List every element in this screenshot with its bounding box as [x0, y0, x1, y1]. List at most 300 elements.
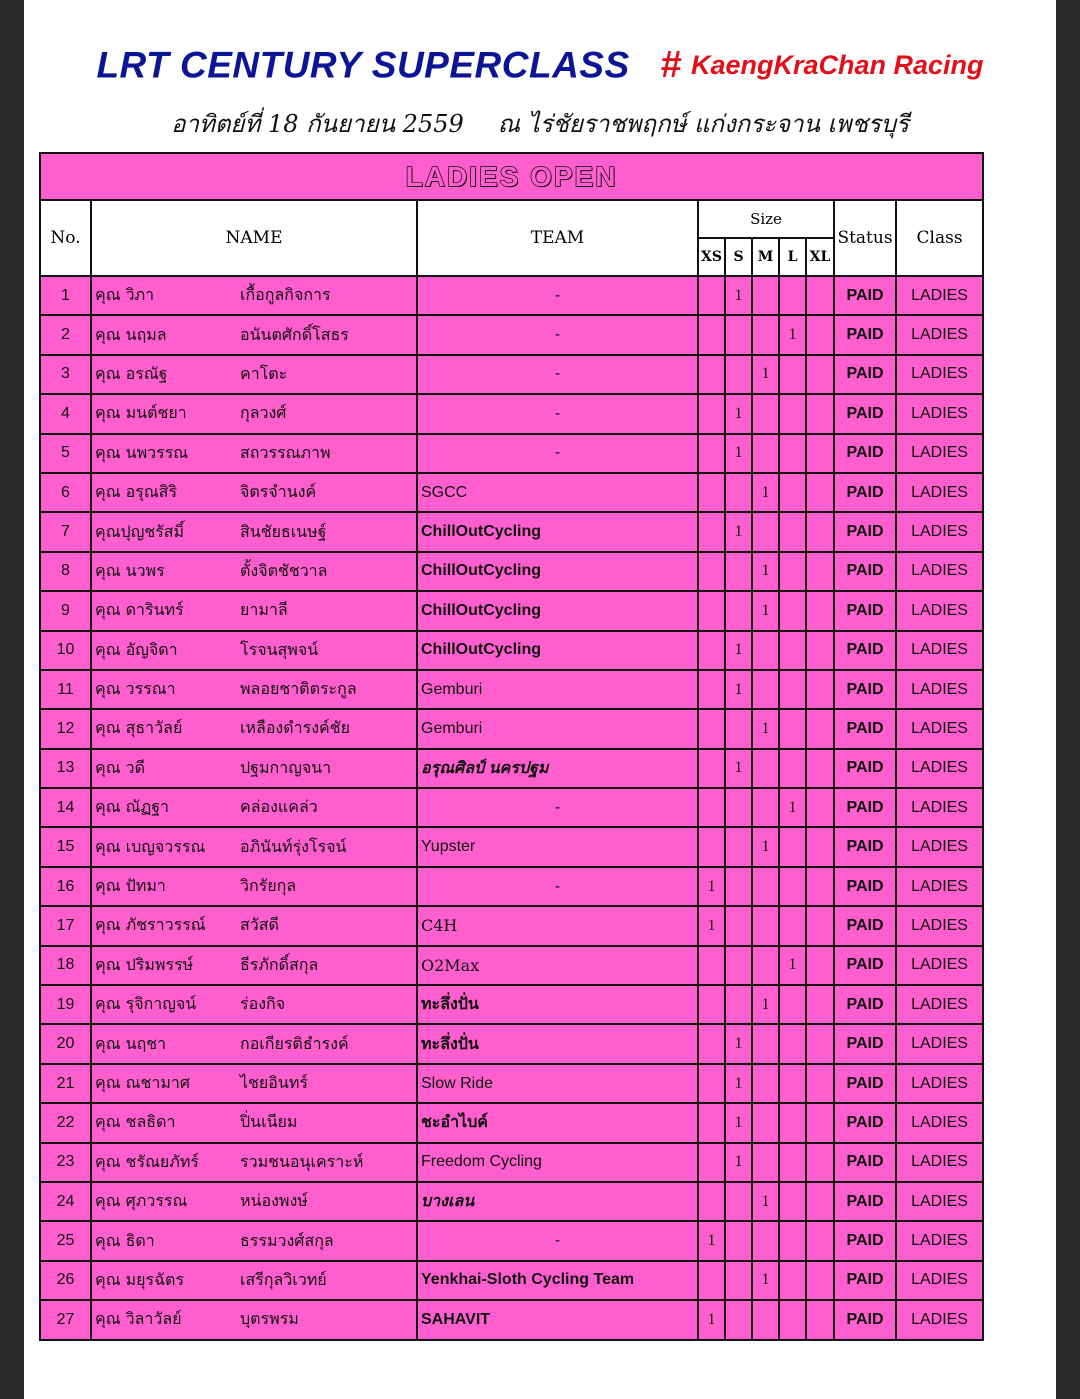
size-l-cell	[779, 1064, 806, 1103]
payment-status: PAID	[834, 906, 896, 945]
rider-first-name: คุณ วิภา	[95, 285, 155, 305]
size-m-cell: 1	[752, 709, 779, 748]
table-row	[40, 434, 983, 473]
size-m-cell: 1	[752, 355, 779, 394]
rider-name	[91, 946, 417, 985]
size-xs-cell: 1	[698, 1221, 725, 1260]
race-class: LADIES	[896, 473, 983, 512]
rider-name	[91, 1024, 417, 1063]
rider-team: ChillOutCycling	[417, 552, 698, 591]
rider-team: อรุณศิลป์ นครปฐม	[417, 749, 698, 788]
row-number: 14	[40, 788, 91, 827]
size-m-cell	[752, 670, 779, 709]
table-row	[40, 867, 983, 906]
size-l-cell	[779, 1221, 806, 1260]
rider-first-name: คุณ ปัทมา	[95, 876, 166, 896]
rider-team: Gemburi	[417, 670, 698, 709]
size-xl-cell	[806, 749, 834, 788]
size-m-cell	[752, 1143, 779, 1182]
payment-status: PAID	[834, 1103, 896, 1142]
size-m-cell: 1	[752, 473, 779, 512]
size-xs-cell	[698, 749, 725, 788]
header-size-xs: XS	[698, 238, 725, 276]
size-xl-cell	[806, 1221, 834, 1260]
size-xl-cell	[806, 1182, 834, 1221]
row-number: 6	[40, 473, 91, 512]
size-xs-cell	[698, 1143, 725, 1182]
rider-team: Freedom Cycling	[417, 1143, 698, 1182]
size-xs-cell: 1	[698, 906, 725, 945]
rider-team: ทะลึ่งปั่น	[417, 985, 698, 1024]
table-row	[40, 827, 983, 866]
row-number: 16	[40, 867, 91, 906]
size-s-cell	[725, 867, 752, 906]
event-name: LRT CENTURY SUPERCLASS	[96, 44, 630, 86]
rider-name	[91, 394, 417, 433]
size-l-cell	[779, 827, 806, 866]
rider-team: O2Max	[417, 946, 698, 985]
size-xl-cell	[806, 946, 834, 985]
table-row	[40, 670, 983, 709]
size-xs-cell: 1	[698, 1300, 725, 1339]
race-class: LADIES	[896, 631, 983, 670]
size-xl-cell	[806, 1024, 834, 1063]
rider-name	[91, 985, 417, 1024]
size-m-cell: 1	[752, 985, 779, 1024]
row-number: 22	[40, 1103, 91, 1142]
row-number: 4	[40, 394, 91, 433]
row-number: 24	[40, 1182, 91, 1221]
race-class: LADIES	[896, 355, 983, 394]
size-l-cell	[779, 631, 806, 670]
rider-first-name: คุณ ชรัณยภัทร์	[95, 1151, 199, 1171]
rider-last-name: เหลืองดำรงค์ชัย	[240, 718, 350, 738]
race-class: LADIES	[896, 1024, 983, 1063]
row-number: 11	[40, 670, 91, 709]
race-class: LADIES	[896, 1064, 983, 1103]
row-number: 25	[40, 1221, 91, 1260]
size-l-cell	[779, 1024, 806, 1063]
size-l-cell	[779, 1261, 806, 1300]
size-xl-cell	[806, 355, 834, 394]
race-class: LADIES	[896, 867, 983, 906]
rider-team: -	[417, 394, 698, 433]
size-xs-cell	[698, 434, 725, 473]
header-class: Class	[896, 200, 983, 276]
header-team: TEAM	[417, 200, 698, 276]
race-class: LADIES	[896, 788, 983, 827]
race-class: LADIES	[896, 1103, 983, 1142]
rider-last-name: ธีรภักดิ์สกุล	[240, 954, 319, 974]
size-xs-cell	[698, 1182, 725, 1221]
size-l-cell	[779, 552, 806, 591]
rider-name	[91, 906, 417, 945]
rider-name	[91, 552, 417, 591]
rider-team: SGCC	[417, 473, 698, 512]
size-l-cell	[779, 709, 806, 748]
size-l-cell	[779, 473, 806, 512]
table-row	[40, 1221, 983, 1260]
table-row	[40, 1024, 983, 1063]
payment-status: PAID	[834, 315, 896, 354]
rider-first-name: คุณ อรุณสิริ	[95, 482, 178, 502]
payment-status: PAID	[834, 827, 896, 866]
rider-team: ChillOutCycling	[417, 591, 698, 630]
size-xs-cell	[698, 827, 725, 866]
rider-first-name: คุณ วิลาวัลย์	[95, 1309, 182, 1329]
rider-last-name: สถวรรณภาพ	[240, 442, 331, 462]
table-row	[40, 1261, 983, 1300]
size-s-cell	[725, 355, 752, 394]
rider-last-name: สินชัยธเนษฐ์	[240, 521, 327, 541]
payment-status: PAID	[834, 946, 896, 985]
size-xl-cell	[806, 1103, 834, 1142]
table-body	[40, 276, 983, 1340]
size-s-cell	[725, 985, 752, 1024]
race-class: LADIES	[896, 434, 983, 473]
table-row	[40, 906, 983, 945]
rider-first-name: คุณปุญชรัสมิ์	[95, 521, 185, 541]
size-m-cell: 1	[752, 827, 779, 866]
rider-first-name: คุณ อัญจิดา	[95, 639, 178, 659]
size-s-cell: 1	[725, 749, 752, 788]
size-xs-cell	[698, 946, 725, 985]
rider-last-name: สวัสดี	[240, 915, 279, 935]
payment-status: PAID	[834, 1024, 896, 1063]
header-name: NAME	[91, 200, 417, 276]
rider-first-name: คุณ นฤชา	[95, 1033, 167, 1053]
rider-last-name: ธรรมวงศ์สกุล	[240, 1230, 334, 1250]
rider-team: C4H	[417, 906, 698, 945]
rider-first-name: คุณ นฤมล	[95, 324, 167, 344]
row-number: 9	[40, 591, 91, 630]
rider-team: -	[417, 276, 698, 315]
payment-status: PAID	[834, 709, 896, 748]
size-m-cell	[752, 1300, 779, 1339]
rider-first-name: คุณ ธิดา	[95, 1230, 155, 1250]
rider-last-name: พลอยชาติตระกูล	[240, 679, 357, 699]
rider-last-name: อนันตศักดิ์โสธร	[240, 324, 349, 344]
rider-team: บางเลน	[417, 1182, 698, 1221]
size-l-cell	[779, 591, 806, 630]
size-s-cell: 1	[725, 276, 752, 315]
rider-last-name: หน่องพงษ์	[240, 1191, 308, 1211]
size-l-cell	[779, 670, 806, 709]
event-subtitle	[24, 104, 1056, 144]
rider-name	[91, 709, 417, 748]
rider-name	[91, 315, 417, 354]
race-class: LADIES	[896, 552, 983, 591]
race-class: LADIES	[896, 1143, 983, 1182]
size-xs-cell	[698, 1103, 725, 1142]
row-number: 7	[40, 512, 91, 551]
size-l-cell	[779, 276, 806, 315]
size-m-cell	[752, 394, 779, 433]
size-s-cell	[725, 1182, 752, 1221]
size-m-cell: 1	[752, 552, 779, 591]
size-m-cell	[752, 315, 779, 354]
rider-first-name: คุณ มนต์ชยา	[95, 403, 187, 423]
size-s-cell: 1	[725, 631, 752, 670]
table-row	[40, 1182, 983, 1221]
payment-status: PAID	[834, 788, 896, 827]
race-class: LADIES	[896, 315, 983, 354]
rider-name	[91, 434, 417, 473]
rider-name	[91, 749, 417, 788]
size-xl-cell	[806, 276, 834, 315]
size-l-cell	[779, 906, 806, 945]
rider-team: Slow Ride	[417, 1064, 698, 1103]
rider-team: Gemburi	[417, 709, 698, 748]
category-banner: LADIES OPEN	[40, 153, 983, 200]
size-xs-cell	[698, 276, 725, 315]
size-xs-cell	[698, 394, 725, 433]
size-l-cell	[779, 355, 806, 394]
payment-status: PAID	[834, 512, 896, 551]
rider-last-name: ปิ่นเนียม	[240, 1112, 298, 1132]
size-xl-cell	[806, 473, 834, 512]
rider-team: -	[417, 1221, 698, 1260]
size-xl-cell	[806, 867, 834, 906]
payment-status: PAID	[834, 1300, 896, 1339]
size-xs-cell	[698, 315, 725, 354]
hashtag-symbol: #	[660, 44, 682, 86]
size-xl-cell	[806, 788, 834, 827]
rider-name	[91, 867, 417, 906]
size-xl-cell	[806, 1143, 834, 1182]
row-number: 12	[40, 709, 91, 748]
rider-last-name: เกื้อกูลกิจการ	[240, 285, 331, 305]
payment-status: PAID	[834, 1221, 896, 1260]
size-s-cell	[725, 709, 752, 748]
rider-name	[91, 670, 417, 709]
table-row	[40, 1300, 983, 1339]
size-s-cell: 1	[725, 1103, 752, 1142]
rider-last-name: ร่องกิจ	[240, 994, 286, 1014]
header-size-xl: XL	[806, 238, 834, 276]
rider-last-name: คล่องแคล่ว	[240, 797, 318, 817]
size-s-cell: 1	[725, 434, 752, 473]
row-number: 10	[40, 631, 91, 670]
payment-status: PAID	[834, 473, 896, 512]
header-size-l: L	[779, 238, 806, 276]
rider-last-name: อภินันท์รุ่งโรจน์	[240, 836, 347, 856]
size-s-cell	[725, 552, 752, 591]
size-l-cell	[779, 394, 806, 433]
rider-last-name: จิตรจำนงค์	[240, 482, 317, 502]
row-number: 15	[40, 827, 91, 866]
table-row	[40, 709, 983, 748]
size-m-cell	[752, 906, 779, 945]
table-row	[40, 355, 983, 394]
table-row	[40, 631, 983, 670]
rider-team: -	[417, 355, 698, 394]
payment-status: PAID	[834, 276, 896, 315]
size-xs-cell	[698, 788, 725, 827]
size-l-cell	[779, 1143, 806, 1182]
size-xl-cell	[806, 1300, 834, 1339]
size-xl-cell	[806, 827, 834, 866]
rider-team: -	[417, 867, 698, 906]
rider-last-name: กุลวงศ์	[240, 403, 287, 423]
size-xs-cell	[698, 512, 725, 551]
rider-last-name: ไชยอินทร์	[240, 1073, 308, 1092]
size-m-cell	[752, 788, 779, 827]
rider-name	[91, 788, 417, 827]
rider-team: ChillOutCycling	[417, 631, 698, 670]
race-class: LADIES	[896, 670, 983, 709]
size-l-cell: 1	[779, 946, 806, 985]
row-number: 8	[40, 552, 91, 591]
race-class: LADIES	[896, 1182, 983, 1221]
size-xs-cell	[698, 985, 725, 1024]
row-number: 19	[40, 985, 91, 1024]
size-l-cell	[779, 1300, 806, 1339]
size-xl-cell	[806, 1261, 834, 1300]
size-s-cell: 1	[725, 1024, 752, 1063]
size-s-cell	[725, 1221, 752, 1260]
payment-status: PAID	[834, 867, 896, 906]
rider-first-name: คุณ ชลธิดา	[95, 1112, 176, 1132]
size-xs-cell	[698, 1024, 725, 1063]
rider-first-name: คุณ มยุรฉัตร	[95, 1269, 185, 1289]
size-s-cell: 1	[725, 512, 752, 551]
rider-team: ChillOutCycling	[417, 512, 698, 551]
race-class: LADIES	[896, 276, 983, 315]
rider-first-name: คุณ เบญจวรรณ	[95, 836, 206, 856]
payment-status: PAID	[834, 985, 896, 1024]
table-row	[40, 276, 983, 315]
size-s-cell	[725, 1261, 752, 1300]
size-xs-cell	[698, 355, 725, 394]
size-xl-cell	[806, 985, 834, 1024]
table-row	[40, 985, 983, 1024]
size-xs-cell	[698, 1261, 725, 1300]
rider-last-name: รวมชนอนุเคราะห์	[240, 1151, 364, 1171]
size-m-cell: 1	[752, 1261, 779, 1300]
size-m-cell	[752, 1064, 779, 1103]
race-class: LADIES	[896, 709, 983, 748]
rider-team: -	[417, 434, 698, 473]
rider-name	[91, 355, 417, 394]
payment-status: PAID	[834, 1143, 896, 1182]
payment-status: PAID	[834, 591, 896, 630]
size-l-cell	[779, 1182, 806, 1221]
table-row	[40, 591, 983, 630]
payment-status: PAID	[834, 1261, 896, 1300]
event-location: ณ ไร่ชัยราชพฤกษ์ แก่งกระจาน เพชรบุรี	[497, 110, 909, 138]
rider-team: Yenkhai-Sloth Cycling Team	[417, 1261, 698, 1300]
rider-name	[91, 276, 417, 315]
row-number: 21	[40, 1064, 91, 1103]
rider-name	[91, 1261, 417, 1300]
size-xl-cell	[806, 906, 834, 945]
size-s-cell	[725, 473, 752, 512]
size-m-cell	[752, 1103, 779, 1142]
rider-name	[91, 1103, 417, 1142]
size-l-cell	[779, 1103, 806, 1142]
rider-name	[91, 1221, 417, 1260]
rider-name	[91, 1182, 417, 1221]
size-m-cell	[752, 946, 779, 985]
size-m-cell	[752, 276, 779, 315]
row-number: 1	[40, 276, 91, 315]
size-l-cell	[779, 749, 806, 788]
size-s-cell: 1	[725, 394, 752, 433]
rider-team: ชะอำไบค์	[417, 1103, 698, 1142]
size-m-cell: 1	[752, 1182, 779, 1221]
header-status: Status	[834, 200, 896, 276]
row-number: 18	[40, 946, 91, 985]
size-xl-cell	[806, 1064, 834, 1103]
row-number: 20	[40, 1024, 91, 1063]
table-row	[40, 749, 983, 788]
event-date: อาทิตย์ที่ 18 กันยายน 2559	[171, 110, 464, 138]
rider-first-name: คุณ นพวรรณ	[95, 442, 189, 462]
rider-name	[91, 1143, 417, 1182]
rider-name	[91, 1064, 417, 1103]
size-l-cell	[779, 512, 806, 551]
rider-first-name: คุณ สุธาวัลย์	[95, 718, 183, 738]
size-m-cell	[752, 631, 779, 670]
race-class: LADIES	[896, 512, 983, 551]
rider-team: ทะลึ่งปั่น	[417, 1024, 698, 1063]
payment-status: PAID	[834, 355, 896, 394]
payment-status: PAID	[834, 749, 896, 788]
rider-name	[91, 473, 417, 512]
size-xs-cell	[698, 591, 725, 630]
size-xs-cell	[698, 1064, 725, 1103]
rider-first-name: คุณ ณชามาศ	[95, 1073, 191, 1092]
size-s-cell	[725, 591, 752, 630]
size-s-cell	[725, 788, 752, 827]
table-row	[40, 552, 983, 591]
size-m-cell	[752, 1221, 779, 1260]
row-number: 17	[40, 906, 91, 945]
rider-last-name: ตั้งจิตชัชวาล	[240, 560, 328, 580]
size-xl-cell	[806, 591, 834, 630]
size-s-cell: 1	[725, 670, 752, 709]
table-row	[40, 512, 983, 551]
row-number: 26	[40, 1261, 91, 1300]
payment-status: PAID	[834, 552, 896, 591]
header-size-s: S	[725, 238, 752, 276]
brand-hashtag: KaengKraChan Racing	[690, 50, 984, 80]
rider-last-name: คาโตะ	[240, 363, 288, 383]
size-xl-cell	[806, 631, 834, 670]
size-xl-cell	[806, 709, 834, 748]
race-class: LADIES	[896, 1221, 983, 1260]
rider-first-name: คุณ รุจิกาญจน์	[95, 994, 197, 1014]
rider-name	[91, 591, 417, 630]
size-m-cell	[752, 434, 779, 473]
race-class: LADIES	[896, 394, 983, 433]
size-xs-cell: 1	[698, 867, 725, 906]
size-m-cell	[752, 867, 779, 906]
payment-status: PAID	[834, 1064, 896, 1103]
header-no: No.	[40, 200, 91, 276]
row-number: 13	[40, 749, 91, 788]
size-s-cell	[725, 1300, 752, 1339]
rider-last-name: บุตรพรม	[240, 1309, 299, 1329]
rider-name	[91, 827, 417, 866]
row-number: 2	[40, 315, 91, 354]
size-xl-cell	[806, 670, 834, 709]
size-s-cell	[725, 827, 752, 866]
rider-first-name: คุณ ดารินทร์	[95, 600, 184, 620]
row-number: 23	[40, 1143, 91, 1182]
payment-status: PAID	[834, 1182, 896, 1221]
